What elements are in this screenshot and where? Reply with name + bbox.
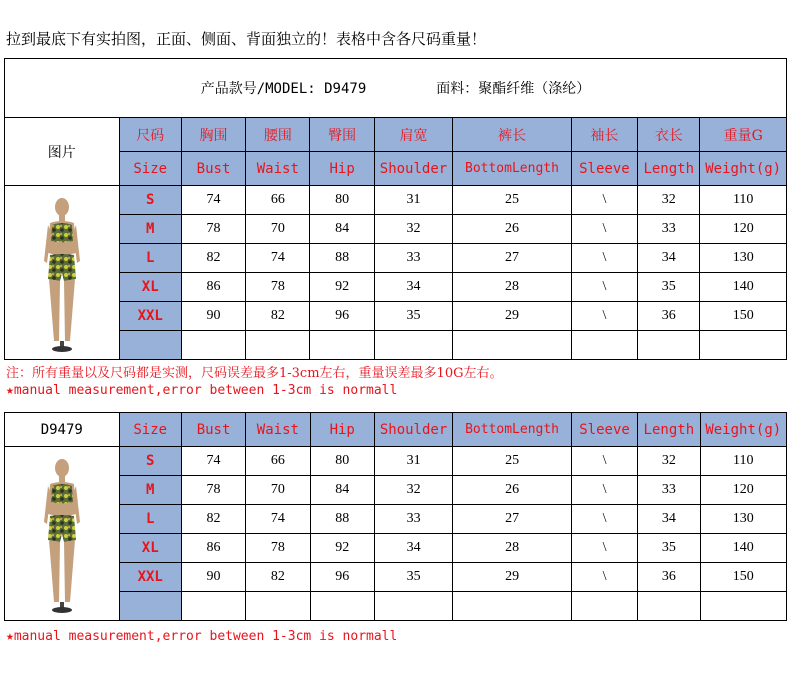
title-row — [5, 59, 787, 118]
measurement-cell: 78 — [181, 476, 245, 505]
note-chinese: 注：所有重量以及尺码都是实测，尺码误差最多1-3cm左右，重量误差最多10G左右。 — [6, 366, 503, 381]
empty-cell — [571, 592, 637, 621]
header-cn-shoulder: 肩宽 — [374, 118, 452, 152]
measurement-cell: 140 — [700, 534, 787, 563]
measurement-cell: 33 — [374, 505, 452, 534]
measurement-cell: \ — [571, 563, 637, 592]
measurement-cell: \ — [571, 302, 637, 331]
header-cn-bust: 胸围 — [181, 118, 245, 152]
empty-cell — [310, 331, 374, 360]
note-english — [6, 383, 397, 398]
header-en-hip: Hip — [310, 413, 374, 447]
size-label: M — [119, 476, 181, 505]
size-label: S — [119, 186, 181, 215]
size-label: L — [119, 244, 181, 273]
measurement-cell: 35 — [374, 563, 452, 592]
measurement-cell: 150 — [700, 563, 787, 592]
measurement-cell: 74 — [181, 186, 245, 215]
row-l — [5, 505, 787, 534]
header-en-shoulder: Shoulder — [374, 152, 452, 186]
measurement-cell: 25 — [453, 186, 572, 215]
note-english-2 — [6, 629, 397, 644]
model-label: D9479 — [5, 413, 120, 447]
measurement-cell: 34 — [638, 244, 700, 273]
empty-cell — [638, 331, 700, 360]
size-label: XL — [119, 273, 181, 302]
header-en-size: Size — [119, 413, 181, 447]
size-label: XL — [119, 534, 181, 563]
measurement-cell: 90 — [181, 302, 245, 331]
measurement-cell: 78 — [246, 273, 310, 302]
measurement-cell: 34 — [638, 505, 700, 534]
size-chart-table-1 — [4, 58, 787, 360]
star-icon: ★ — [6, 383, 14, 398]
measurement-cell: 32 — [374, 215, 452, 244]
row-s — [5, 447, 787, 476]
size-label: L — [119, 505, 181, 534]
measurement-cell: 92 — [310, 273, 374, 302]
note-english-text: manual measurement,error between 1-3cm is normall — [13, 383, 398, 398]
size-label: XXL — [119, 302, 181, 331]
measurement-cell: 33 — [374, 244, 452, 273]
measurement-cell: 86 — [181, 534, 245, 563]
measurement-cell: 150 — [700, 302, 787, 331]
measurement-cell: 90 — [181, 563, 245, 592]
empty-cell — [119, 592, 181, 621]
measurement-cell: 140 — [700, 273, 787, 302]
measurement-cell: 26 — [453, 215, 572, 244]
product-photo — [32, 193, 92, 353]
image-label: 图片 — [5, 118, 120, 186]
row-xxl — [5, 302, 787, 331]
measurement-cell: 32 — [638, 447, 700, 476]
measurement-cell: \ — [571, 447, 637, 476]
measurement-cell: 84 — [310, 215, 374, 244]
measurement-cell: \ — [571, 244, 637, 273]
empty-cell — [181, 592, 245, 621]
measurement-cell: 130 — [700, 505, 787, 534]
measurement-cell: \ — [571, 186, 637, 215]
header-en-bust: Bust — [181, 413, 245, 447]
measurement-cell: 74 — [246, 244, 310, 273]
header-en-hip: Hip — [310, 152, 374, 186]
header-en-shoulder: Shoulder — [374, 413, 452, 447]
header-cn-size: 尺码 — [119, 118, 181, 152]
note-english-2-text: manual measurement,error between 1-3cm is normall — [13, 629, 398, 644]
header-cn-bottom-length: 裤长 — [453, 118, 572, 152]
measurement-cell: 35 — [374, 302, 452, 331]
model-number: 产品款号/MODEL: D9479 — [200, 81, 367, 97]
measurement-cell: 80 — [310, 447, 374, 476]
measurement-cell: 120 — [700, 476, 787, 505]
header-en-length: Length — [638, 152, 700, 186]
measurement-cell: 32 — [374, 476, 452, 505]
header-en-sleeve: Sleeve — [571, 152, 637, 186]
measurement-cell: 70 — [246, 215, 310, 244]
measurement-cell: 31 — [374, 447, 452, 476]
measurement-cell: 88 — [310, 244, 374, 273]
measurement-cell: 80 — [310, 186, 374, 215]
measurement-cell: 74 — [246, 505, 310, 534]
header-en-bust: Bust — [181, 152, 245, 186]
row-xl — [5, 273, 787, 302]
measurement-cell: 34 — [374, 534, 452, 563]
measurement-cell: 33 — [638, 215, 700, 244]
empty-cell — [246, 592, 310, 621]
measurement-cell: 110 — [700, 447, 787, 476]
header-cn-hip: 臀围 — [310, 118, 374, 152]
measurement-cell: 82 — [246, 302, 310, 331]
empty-cell — [374, 592, 452, 621]
measurement-cell: \ — [571, 476, 637, 505]
measurement-cell: 82 — [181, 505, 245, 534]
header-en-waist: Waist — [246, 413, 310, 447]
measurement-cell: 36 — [638, 302, 700, 331]
measurement-cell: 35 — [638, 534, 700, 563]
product-image-cell — [5, 447, 120, 621]
empty-cell — [571, 331, 637, 360]
empty-cell — [453, 592, 572, 621]
header-en-size: Size — [119, 152, 181, 186]
measurement-cell: 36 — [638, 563, 700, 592]
measurement-cell: 130 — [700, 244, 787, 273]
measurement-cell: 29 — [453, 302, 572, 331]
size-label: S — [119, 447, 181, 476]
row-xl — [5, 534, 787, 563]
header-en-weight: Weight(g) — [700, 152, 787, 186]
measurement-cell: 78 — [246, 534, 310, 563]
measurement-cell: 26 — [453, 476, 572, 505]
empty-cell — [638, 592, 700, 621]
measurement-cell: 82 — [181, 244, 245, 273]
measurement-cell: 32 — [638, 186, 700, 215]
empty-cell — [453, 331, 572, 360]
measurement-cell: \ — [571, 215, 637, 244]
measurement-cell: 74 — [181, 447, 245, 476]
size-chart-table-2 — [4, 412, 787, 621]
measurement-cell: 82 — [246, 563, 310, 592]
empty-cell — [374, 331, 452, 360]
row-m — [5, 215, 787, 244]
measurement-cell: \ — [571, 273, 637, 302]
measurement-cell: 25 — [453, 447, 572, 476]
measurement-cell: 78 — [181, 215, 245, 244]
empty-cell — [700, 592, 787, 621]
empty-cell — [246, 331, 310, 360]
star-icon: ★ — [6, 629, 14, 644]
header-en-waist: Waist — [246, 152, 310, 186]
measurement-cell: 27 — [453, 244, 572, 273]
measurement-cell: 34 — [374, 273, 452, 302]
measurement-cell: 96 — [310, 302, 374, 331]
measurement-cell: 35 — [638, 273, 700, 302]
measurement-cell: 92 — [310, 534, 374, 563]
measurement-cell: 28 — [453, 534, 572, 563]
product-image-cell — [5, 186, 120, 360]
measurement-cell: 66 — [246, 447, 310, 476]
measurement-cell: 33 — [638, 476, 700, 505]
empty-cell — [310, 592, 374, 621]
row-s — [5, 186, 787, 215]
header-en-sleeve: Sleeve — [571, 413, 637, 447]
header-cn-sleeve: 袖长 — [571, 118, 637, 152]
measurement-cell: 66 — [246, 186, 310, 215]
measurement-cell: 88 — [310, 505, 374, 534]
measurement-cell: 86 — [181, 273, 245, 302]
row-l — [5, 244, 787, 273]
measurement-cell: 31 — [374, 186, 452, 215]
row-m — [5, 476, 787, 505]
measurement-cell: 96 — [310, 563, 374, 592]
header-en-bottom-length: BottomLength — [453, 152, 572, 186]
row-xxl — [5, 563, 787, 592]
measurement-cell: 70 — [246, 476, 310, 505]
header-en-bottom-length: BottomLength — [453, 413, 572, 447]
empty-cell — [119, 331, 181, 360]
empty-row — [5, 592, 787, 621]
header-cn-waist: 腰围 — [246, 118, 310, 152]
empty-row — [5, 331, 787, 360]
measurement-cell: 84 — [310, 476, 374, 505]
measurement-cell: \ — [571, 505, 637, 534]
size-label: M — [119, 215, 181, 244]
measurement-cell: 120 — [700, 215, 787, 244]
product-photo — [32, 454, 92, 614]
page-headline: 拉到最底下有实拍图，正面、侧面、背面独立的！表格中含各尺码重量！ — [6, 30, 487, 48]
empty-cell — [181, 331, 245, 360]
measurement-cell: 27 — [453, 505, 572, 534]
measurement-cell: 28 — [453, 273, 572, 302]
empty-cell — [700, 331, 787, 360]
size-label: XXL — [119, 563, 181, 592]
header-en-length: Length — [638, 413, 700, 447]
fabric-info: 面料：聚酯纤维（涤纶） — [436, 81, 591, 97]
measurement-cell: 110 — [700, 186, 787, 215]
header-cn-length: 衣长 — [638, 118, 700, 152]
measurement-cell: \ — [571, 534, 637, 563]
header-en-weight: Weight(g) — [700, 413, 787, 447]
measurement-cell: 29 — [453, 563, 572, 592]
header-cn-weight: 重量G — [700, 118, 787, 152]
